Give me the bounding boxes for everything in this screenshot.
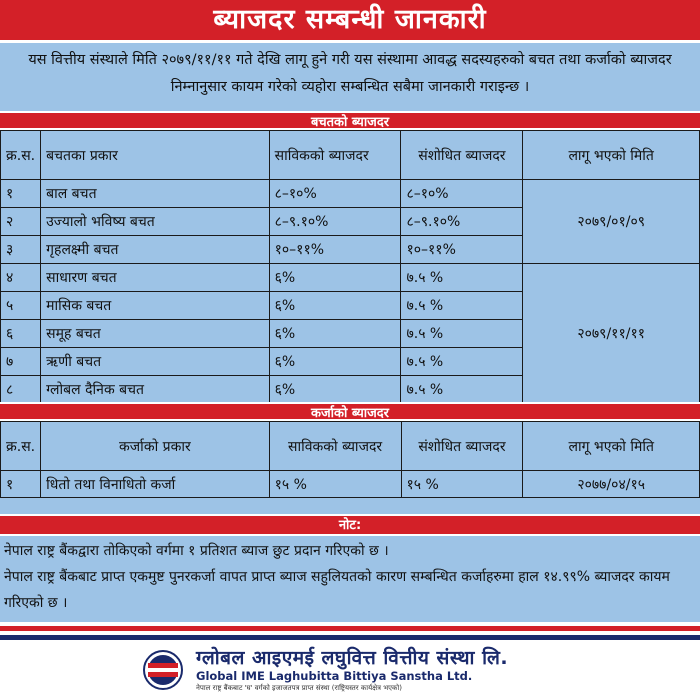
row-sn: ५ [1, 292, 41, 320]
row-type: गृहलक्ष्मी बचत [41, 236, 269, 264]
loan-section-title: कर्जाको ब्याजदर [0, 402, 700, 421]
savings-header-row [1, 131, 700, 180]
loan-header-new-rate: संशोधित ब्याजदर [401, 422, 523, 471]
savings-header-sn: क्र.स. [1, 131, 41, 180]
row-new-rate: १५ % [401, 471, 523, 498]
row-type: मासिक बचत [41, 292, 269, 320]
org-name-nepali: ग्लोबल आइएमई लघुवित्त वित्तीय संस्था लि. [196, 647, 509, 669]
row-type: धितो तथा विनाधितो कर्जा [41, 471, 270, 498]
row-type: उज्यालो भविष्य बचत [41, 208, 269, 236]
loan-table [0, 421, 700, 498]
row-old-rate: १५ % [269, 471, 401, 498]
loan-header-effective-date: लागू भएको मिति [523, 422, 700, 471]
row-effective-date: २०७७/०४/१५ [523, 471, 700, 498]
savings-date-group-1: २०७९/०१/०९ [523, 180, 700, 264]
row-new-rate: ७.५ % [401, 348, 523, 376]
note-line-2: नेपाल राष्ट्र बैंकबाट प्राप्त एकमुष्ट पुनरकर्जा वापत प्राप्त ब्याज सहुलियतको कारण सम्बन्धित कर्जाहरुमा हाल १४.९९% ब्याजदर कायम गरिएको छ । [4, 569, 670, 611]
savings-section-title: बचतको ब्याजदर [0, 111, 700, 130]
row-new-rate: ७.५ % [401, 320, 523, 348]
savings-header-effective-date: लागू भएको मिति [523, 131, 700, 180]
notes-body [0, 536, 700, 622]
row-new-rate: ७.५ % [401, 292, 523, 320]
row-sn: ६ [1, 320, 41, 348]
row-sn: २ [1, 208, 41, 236]
row-old-rate: १०–११% [269, 236, 401, 264]
row-old-rate: ६% [269, 264, 401, 292]
row-old-rate: ६% [269, 320, 401, 348]
row-sn: ७ [1, 348, 41, 376]
row-new-rate: ८–१०% [401, 180, 523, 208]
savings-date-group-2: २०७९/११/११ [523, 264, 700, 404]
note-line-1: नेपाल राष्ट्र बैंकद्वारा तोकिएको वर्गमा १ प्रतिशत ब्याज छुट प्रदान गरिएको छ । [4, 543, 389, 559]
row-sn: १ [1, 180, 41, 208]
intro-text: यस वित्तीय संस्थाले मिति २०७९/११/११ गते देखि लागू हुने गरी यस संस्थामा आवद्ध सदस्यहरुको बचत तथा कर्जाको ब्याजदर निम्नानुसार कायम गरेको व्यहोरा सम्बन्धित सबैमा जानकारी गराइन्छ । [0, 40, 700, 104]
loan-header-row [1, 422, 700, 471]
notes-title: नोट: [0, 514, 700, 536]
savings-table [0, 130, 700, 404]
row-old-rate: ६% [269, 348, 401, 376]
footer [0, 640, 700, 700]
row-type: साधारण बचत [41, 264, 269, 292]
row-type: बाल बचत [41, 180, 269, 208]
savings-header-old-rate: साविकको ब्याजदर [269, 131, 401, 180]
row-new-rate: ७.५ % [401, 264, 523, 292]
row-new-rate: ८–९.१०% [401, 208, 523, 236]
row-type: ग्लोबल दैनिक बचत [41, 376, 269, 404]
row-old-rate: ८–९.१०% [269, 208, 401, 236]
row-old-rate: ६% [269, 292, 401, 320]
table-row [1, 264, 700, 292]
row-new-rate: ७.५ % [401, 376, 523, 404]
loan-header-sn: क्र.स. [1, 422, 41, 471]
org-tagline: नेपाल राष्ट्र बैंकबाट 'घ' वर्गको इजाजतपत्र प्राप्त संस्था (राष्ट्रियस्तर कार्यक्षेत्र भएको) [196, 684, 402, 692]
notice-title: ब्याजदर सम्बन्धी जानकारी [0, 0, 700, 40]
row-sn: ८ [1, 376, 41, 404]
org-name-english: Global IME Laghubitta Bittiya Sanstha Ltd. [196, 669, 473, 683]
loan-header-old-rate: साविकको ब्याजदर [269, 422, 401, 471]
row-old-rate: ८–१०% [269, 180, 401, 208]
row-type: समूह बचत [41, 320, 269, 348]
row-type: ऋणी बचत [41, 348, 269, 376]
savings-header-new-rate: संशोधित ब्याजदर [401, 131, 523, 180]
row-sn: ४ [1, 264, 41, 292]
table-row [1, 471, 700, 498]
row-new-rate: १०–११% [401, 236, 523, 264]
loan-header-type: कर्जाको प्रकार [41, 422, 270, 471]
table-row [1, 180, 700, 208]
row-old-rate: ६% [269, 376, 401, 404]
savings-header-type: बचतका प्रकार [41, 131, 269, 180]
row-sn: १ [1, 471, 41, 498]
row-sn: ३ [1, 236, 41, 264]
global-ime-logo-icon [143, 650, 183, 690]
